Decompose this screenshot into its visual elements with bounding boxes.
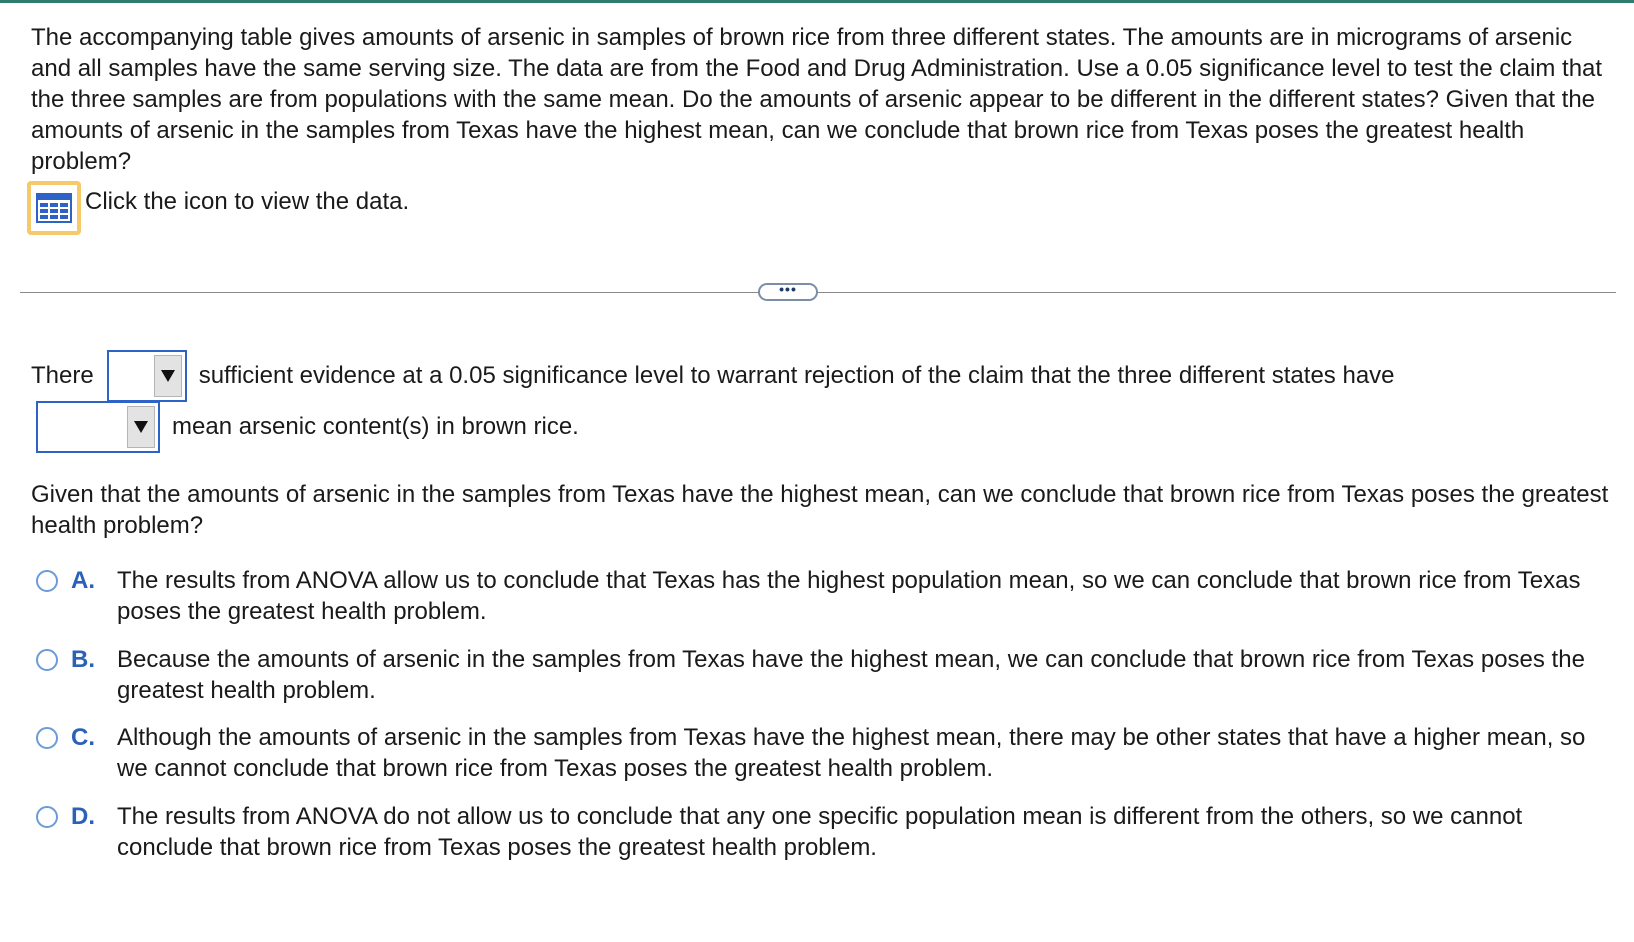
top-rule [0, 0, 1634, 3]
view-data-label[interactable]: Click the icon to view the data. [85, 188, 410, 215]
table-icon[interactable] [27, 181, 81, 235]
option-d[interactable] [36, 801, 1596, 863]
option-a[interactable] [36, 565, 1596, 627]
mean-comparison-dropdown[interactable] [36, 401, 160, 453]
answer-suffix-text: mean arsenic content(s) in brown rice. [172, 413, 579, 440]
section-divider [20, 292, 1616, 293]
answer-prefix: There [31, 362, 94, 389]
answer-line-1 [31, 350, 1395, 402]
option-text: Because the amounts of arsenic in the samples from Texas have the highest mean, we can conclude that brown rice from Texas poses the greatest health problem. [117, 646, 1585, 704]
radio-option-a[interactable] [36, 570, 58, 592]
part2-question: Given that the amounts of arsenic in the samples from Texas have the highest mean, can we conclude that brown rice from Texas poses the greatest health problem? [31, 481, 1609, 539]
radio-option-d[interactable] [36, 806, 58, 828]
option-text: The results from ANOVA do not allow us to conclude that any one specific population mean is different from the others, so we cannot conclude that brown rice from Texas poses the greatest health problem. [117, 803, 1523, 861]
option-text: The results from ANOVA allow us to conclude that Texas has the highest population mean, so we can conclude that brown rice from Texas poses the greatest health problem. [117, 567, 1581, 625]
option-letter: A. [71, 567, 95, 594]
answer-line-2 [36, 401, 579, 453]
answer-middle-text: sufficient evidence at a 0.05 significance level to warrant rejection of the claim that the three different states have [198, 362, 1395, 389]
option-letter: C. [71, 724, 95, 751]
more-options-button[interactable] [758, 283, 818, 301]
dropdown-arrow-icon[interactable] [154, 355, 182, 397]
radio-option-c[interactable] [36, 727, 58, 749]
option-letter: D. [71, 803, 95, 830]
question-text: The accompanying table gives amounts of arsenic in samples of brown rice from three different states. The amounts are in micrograms of arsenic and all samples have the same serving size. The data are from the Food and Drug Administration. Use a 0.05 significance level to test the claim that the three samples are from populations with the same mean. Do the amounts of arsenic appear to be different in the different states? Given that the amounts of arsenic in the samples from Texas have the highest mean, can we conclude that brown rice from Texas poses the greatest health problem? [31, 24, 1603, 175]
view-data-link[interactable] [27, 181, 409, 235]
option-b[interactable] [36, 644, 1596, 706]
radio-option-b[interactable] [36, 649, 58, 671]
option-letter: B. [71, 646, 95, 673]
more-options-label: ••• [779, 281, 797, 297]
dropdown-arrow-icon[interactable] [127, 406, 155, 448]
option-text: Although the amounts of arsenic in the samples from Texas have the highest mean, there may be other states that have a higher mean, so we cannot conclude that brown rice from Texas poses the greatest health problem. [117, 724, 1586, 782]
evidence-dropdown[interactable] [107, 350, 187, 402]
option-c[interactable] [36, 722, 1596, 784]
